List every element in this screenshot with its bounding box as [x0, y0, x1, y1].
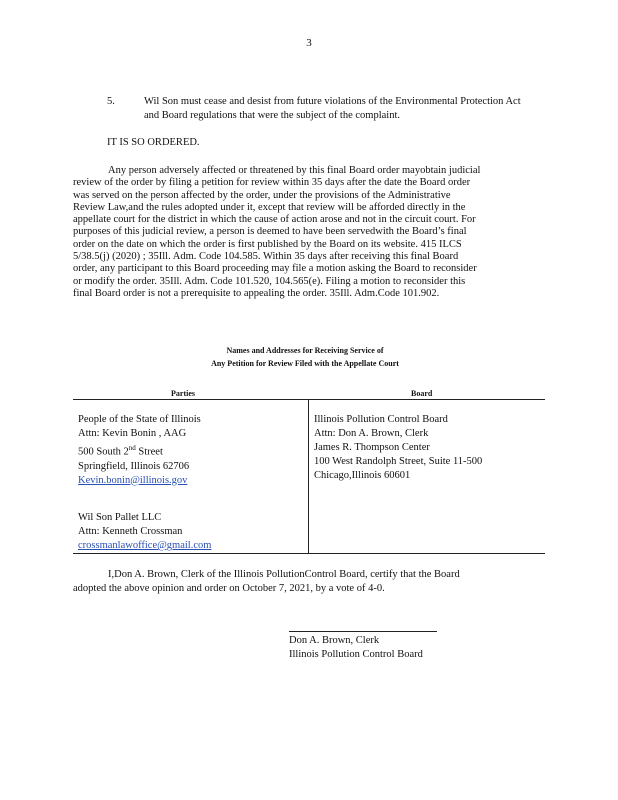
board-building: James R. Thompson Center — [314, 442, 430, 453]
paragraph-line: Any person adversely affected or threatened by this final Board order mayobtain judicial — [108, 165, 481, 176]
party-name: Wil Son Pallet LLC — [78, 512, 162, 523]
party-name: People of the State of Illinois — [78, 414, 201, 425]
party-address: 500 South 2nd Street — [78, 444, 163, 458]
table-top-rule — [73, 399, 545, 400]
board-address — [314, 413, 482, 483]
service-table-title-line: Any Petition for Review Filed with the Appellate Court — [211, 359, 399, 368]
service-table-title — [160, 344, 450, 370]
table-column-divider — [308, 399, 309, 553]
item-text: Wil Son must cease and desist from future violations of the Environmental Protection Act and Board regulations that were the subject of the complaint. — [144, 96, 521, 121]
paragraph-line: appellate court for the district in which the cause of action arose and not in the circuit court. For — [73, 214, 476, 226]
signature-title: Illinois Pollution Control Board — [289, 649, 423, 660]
col-header-parties: Parties — [171, 389, 195, 398]
paragraph-line: 5/38.5(j) (2020) ; 35Ill. Adm. Code 104.585. Within 35 days after receiving this final Board — [73, 251, 459, 263]
clerk-certification — [73, 568, 513, 596]
party-state-of-illinois — [78, 413, 201, 488]
paragraph-line: purposes of this judicial review, a person is deemed to have been servedwith the Board’s final — [73, 226, 467, 238]
table-bottom-rule — [73, 553, 545, 554]
board-name: Illinois Pollution Control Board — [314, 414, 448, 425]
board-attn: Attn: Don A. Brown, Clerk — [314, 428, 429, 439]
paragraph-line: Review Law,and the rules adopted under it, except that review will be afforded directly in the — [73, 201, 466, 213]
paragraph-line: or modify the order. 35Ill. Adm. Code 101.520, 104.565(e). Filing a motion to reconsider this — [73, 275, 466, 287]
board-city: Chicago,Illinois 60601 — [314, 470, 411, 481]
board-street: 100 West Randolph Street, Suite 11-500 — [314, 456, 483, 467]
paragraph-line: review of the order by filing a petition for review within 35 days after the date the Board order — [73, 177, 471, 189]
col-header-board: Board — [411, 389, 433, 398]
certification-line: I,Don A. Brown, Clerk of the Illinois PollutionControl Board, certify that the Board — [108, 569, 460, 580]
party-attn: Attn: Kevin Bonin , AAG — [78, 428, 187, 439]
party-email-link[interactable]: Kevin.bonin@illinois.gov — [78, 474, 188, 486]
certification-line: adopted the above opinion and order on October 7, 2021, by a vote of 4-0. — [73, 583, 385, 594]
party-attn: Attn: Kenneth Crossman — [78, 526, 183, 537]
party-wil-son-pallet — [78, 511, 211, 553]
paragraph-line: final Board order is not a prerequisite to appealing the order. 35Ill. Adm.Code 101.902. — [73, 287, 440, 299]
party-email-link[interactable]: crossmanlawoffice@gmail.com — [78, 540, 212, 551]
item-number: 5. — [107, 96, 115, 107]
paragraph-line: order, any participant to this Board proceeding may file a motion asking the Board to reconsider — [73, 263, 477, 275]
paragraph-line: order on the date on which the order is first published by the Board on its website. 415 ILCS — [73, 238, 462, 250]
party-city: Springfield, Illinois 62706 — [78, 460, 190, 472]
page-number: 3 — [306, 37, 312, 49]
service-table-title-line: Names and Addresses for Receiving Service of — [226, 346, 384, 355]
signature-rule — [289, 631, 437, 632]
paragraph-line: was served on the person affected by the order, under the provisions of the Administrative — [73, 189, 451, 201]
signature-name: Don A. Brown, Clerk — [289, 635, 380, 646]
judicial-review-paragraph — [73, 165, 531, 300]
so-ordered-statement: IT IS SO ORDERED. — [107, 137, 200, 148]
signature-block — [289, 634, 423, 662]
